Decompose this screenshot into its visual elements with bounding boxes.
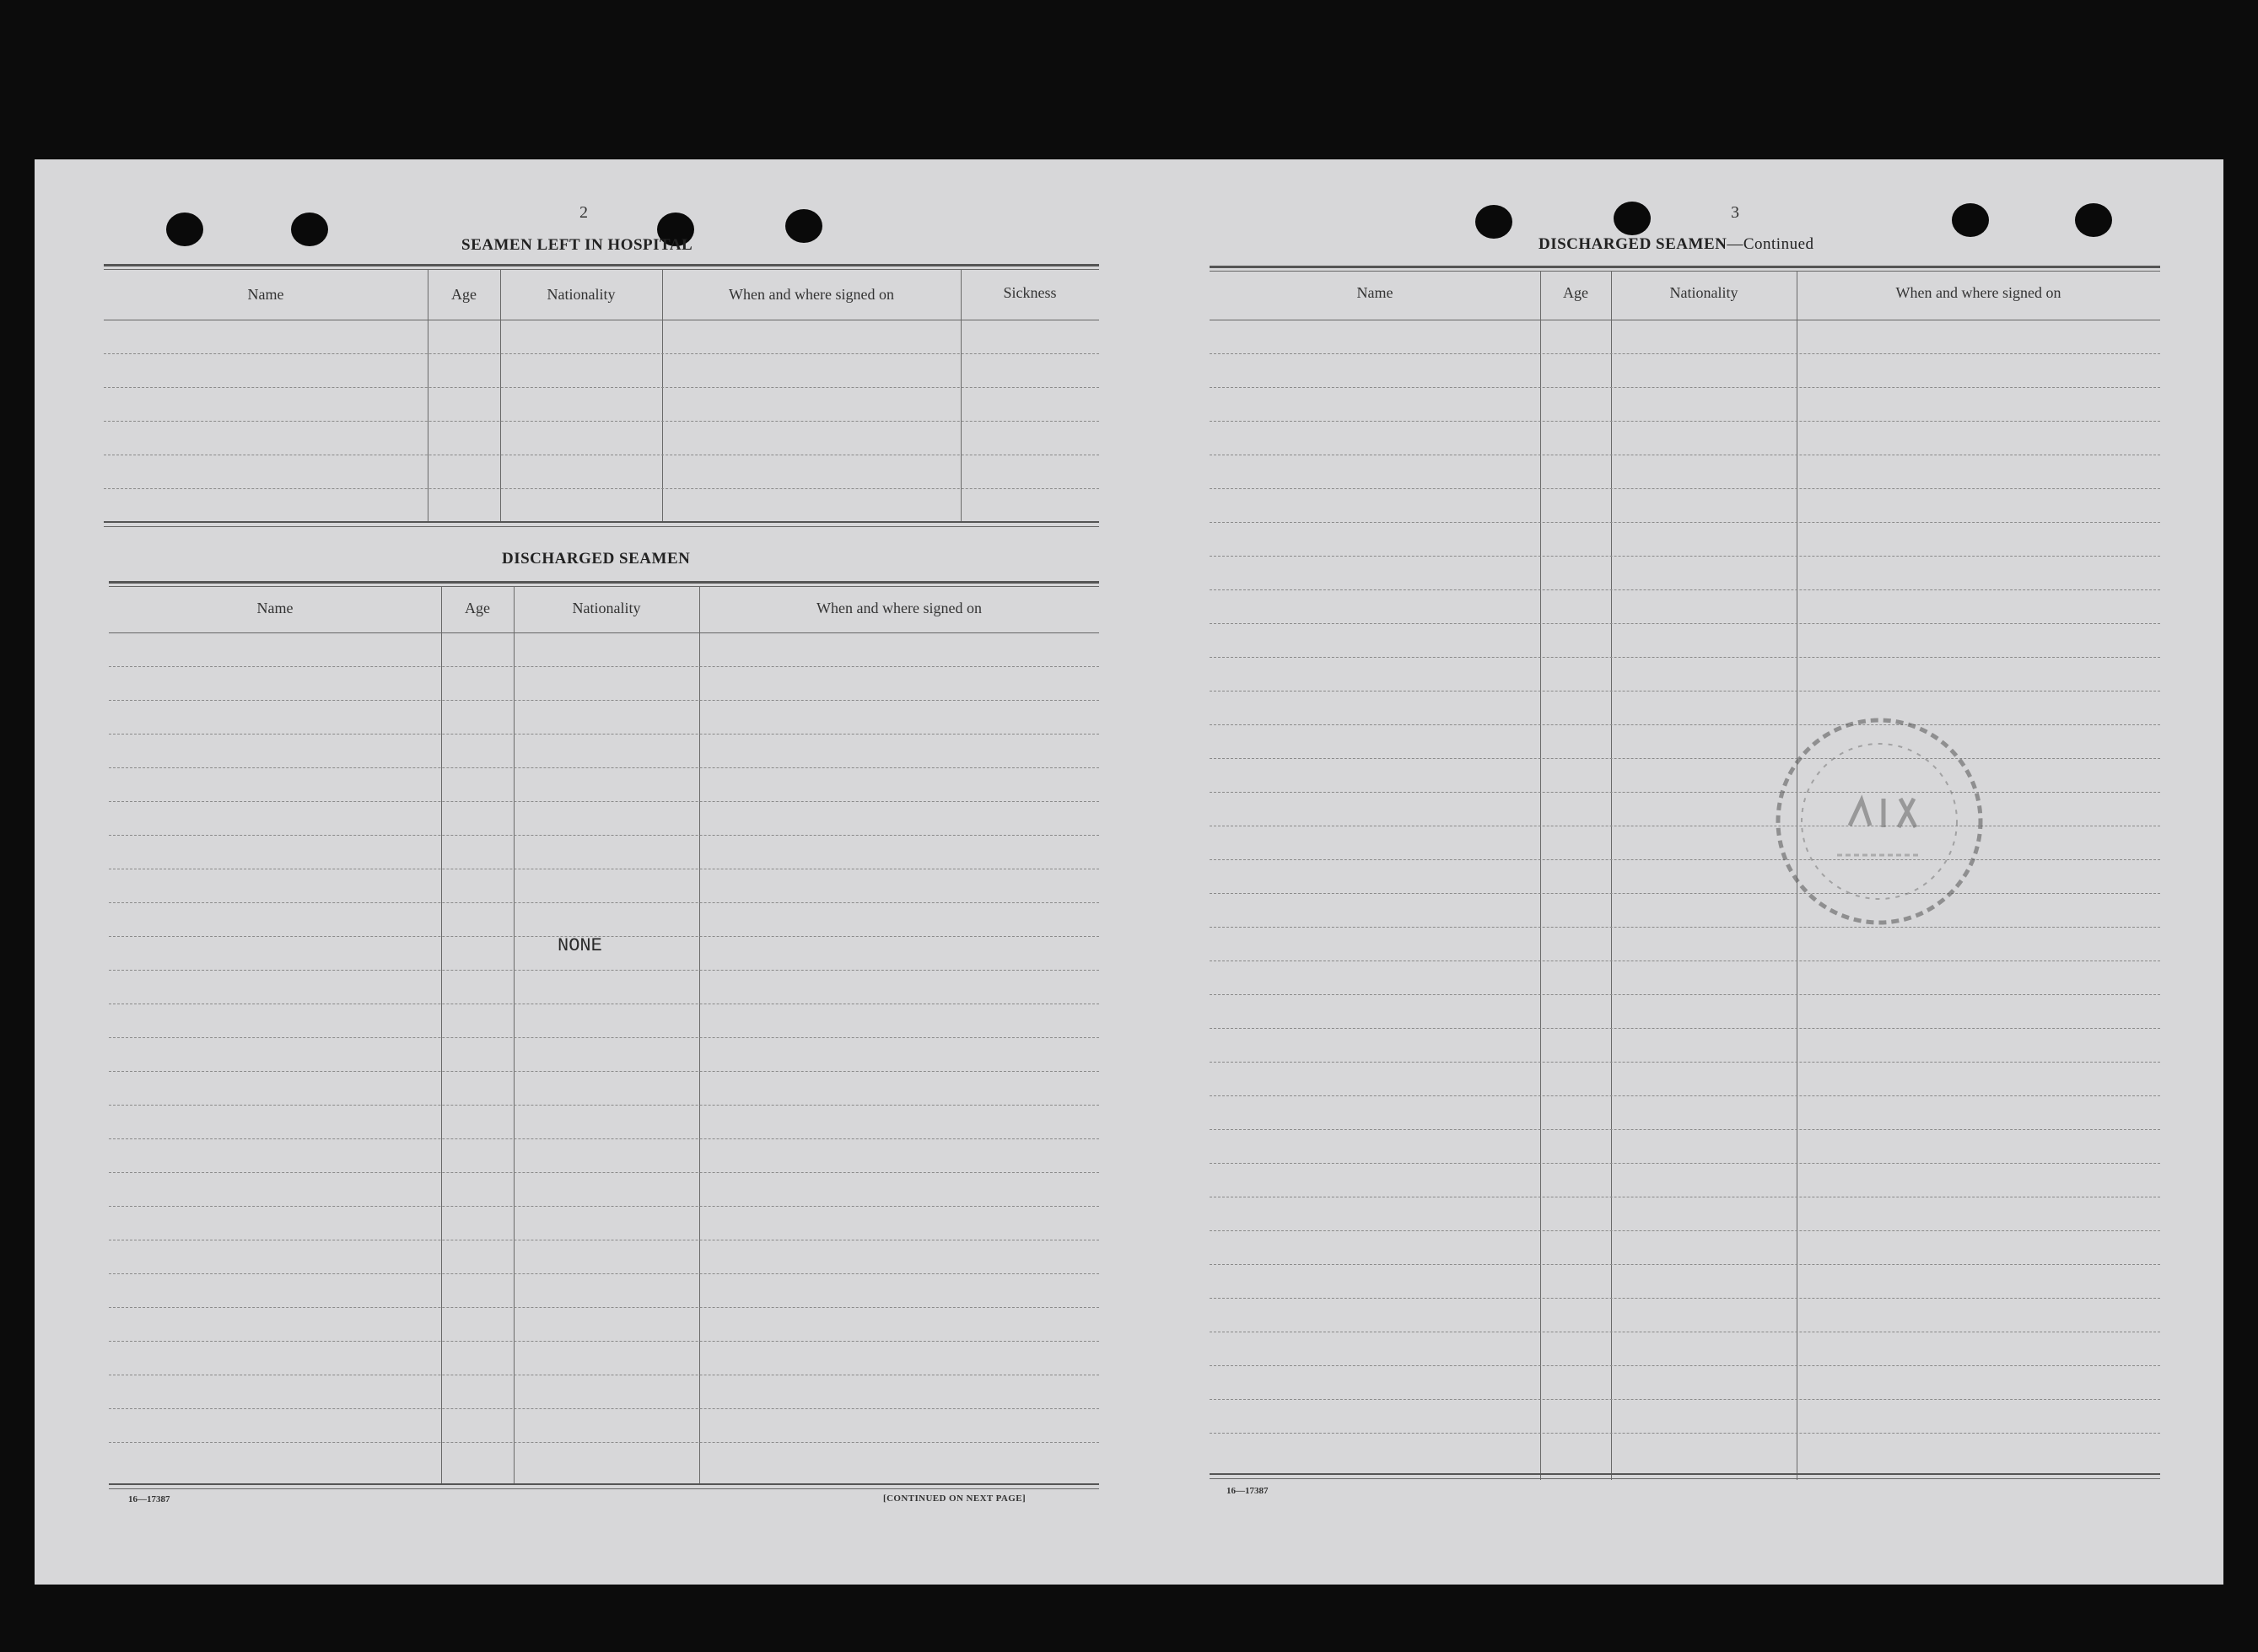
table-row — [1210, 893, 2160, 894]
table-row — [109, 700, 1099, 701]
typed-entry-none: NONE — [558, 935, 602, 956]
table-row — [1210, 1129, 2160, 1130]
table-row — [109, 835, 1099, 836]
page-number: 3 — [1731, 203, 1739, 222]
punch-hole — [166, 213, 203, 246]
table-row — [1210, 1163, 2160, 1164]
table-row — [1210, 353, 2160, 354]
hospital-table — [104, 264, 1099, 534]
table-row — [109, 666, 1099, 667]
table-row — [1210, 1365, 2160, 1366]
punch-hole — [291, 213, 328, 246]
table-row — [109, 1273, 1099, 1274]
column-header-nationality: Nationality — [1669, 284, 1738, 301]
table-row — [1210, 589, 2160, 590]
continued-note: [CONTINUED ON NEXT PAGE] — [883, 1493, 1027, 1504]
punch-hole — [785, 209, 822, 243]
table-row — [109, 801, 1099, 802]
table-row — [109, 1105, 1099, 1106]
page-number: 2 — [579, 203, 588, 222]
table-row — [1210, 556, 2160, 557]
form-code: 16—17387 — [128, 1494, 170, 1504]
table-row — [1210, 758, 2160, 759]
document-sheet — [35, 159, 2223, 1585]
table-row — [109, 1341, 1099, 1342]
form-code: 16—17387 — [1226, 1486, 1269, 1496]
table-row — [1210, 623, 2160, 624]
table-row — [1210, 792, 2160, 793]
column-header-name: Name — [1356, 284, 1393, 301]
table-row — [1210, 522, 2160, 523]
discharged-table — [109, 581, 1099, 1652]
table-row — [1210, 1230, 2160, 1231]
table-row — [109, 1071, 1099, 1072]
title-main: DISCHARGED SEAMEN — [1539, 235, 1727, 253]
table-row — [1210, 1433, 2160, 1434]
table-row — [1210, 1095, 2160, 1096]
table-row — [1210, 488, 2160, 489]
table-row — [1210, 1264, 2160, 1265]
table-row — [1210, 387, 2160, 388]
column-header-signed-on: When and where signed on — [816, 600, 982, 616]
table-row — [109, 970, 1099, 971]
table-row — [109, 1206, 1099, 1207]
table-row — [1210, 421, 2160, 422]
column-header-sickness: Sickness — [1003, 284, 1057, 301]
official-stamp-seal — [1757, 699, 2002, 944]
table-row — [104, 353, 1099, 354]
column-header-age: Age — [1563, 284, 1588, 301]
table-row — [109, 1442, 1099, 1443]
punch-hole — [1614, 202, 1651, 235]
title-suffix: —Continued — [1727, 235, 1814, 253]
column-header-age: Age — [465, 600, 490, 616]
column-header-signed-on: When and where signed on — [1895, 284, 2061, 301]
table-row — [104, 488, 1099, 489]
table-row — [1210, 1028, 2160, 1029]
table-row — [1210, 859, 2160, 860]
discharged-section-title: DISCHARGED SEAMEN — [502, 550, 691, 568]
table-row — [104, 387, 1099, 388]
discharged-continued-table — [1210, 266, 2160, 1480]
table-row — [1210, 724, 2160, 725]
table-row — [1210, 1062, 2160, 1063]
table-row — [109, 1037, 1099, 1038]
table-row — [109, 1172, 1099, 1173]
hospital-section-title: SEAMEN LEFT IN HOSPITAL — [461, 236, 693, 254]
punch-hole — [1952, 203, 1989, 237]
column-header-name: Name — [256, 600, 294, 616]
table-row — [109, 734, 1099, 735]
column-header-age: Age — [451, 286, 477, 303]
table-row — [109, 767, 1099, 768]
column-header-name: Name — [247, 286, 284, 303]
column-header-nationality: Nationality — [547, 286, 616, 303]
table-row — [109, 902, 1099, 903]
table-row — [1210, 1298, 2160, 1299]
table-row — [109, 936, 1099, 937]
table-row — [109, 1307, 1099, 1308]
table-row — [1210, 994, 2160, 995]
table-row — [1210, 1399, 2160, 1400]
table-row — [104, 421, 1099, 422]
column-header-signed-on: When and where signed on — [729, 286, 894, 303]
punch-hole — [1475, 205, 1512, 239]
discharged-continued-title — [1539, 235, 1814, 254]
table-row — [109, 1408, 1099, 1409]
table-row — [1210, 927, 2160, 928]
punch-hole — [2075, 203, 2112, 237]
column-header-nationality: Nationality — [572, 600, 641, 616]
table-row — [1210, 657, 2160, 658]
table-row — [109, 1138, 1099, 1139]
